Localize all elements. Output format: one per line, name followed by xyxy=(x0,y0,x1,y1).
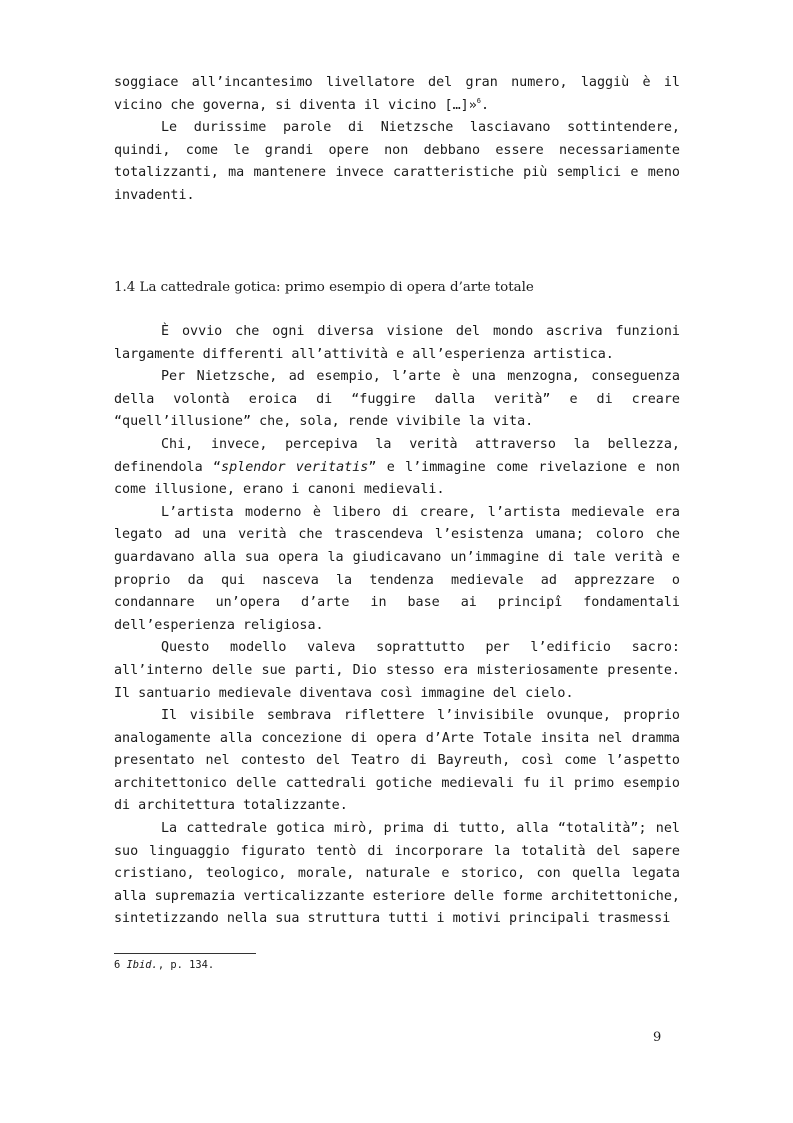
footnote-text: , p. 134. xyxy=(157,959,215,971)
section-heading: 1.4 La cattedrale gotica: primo esempio di opera d’arte totale xyxy=(114,280,534,295)
footnote-number: 6 xyxy=(114,959,121,971)
paragraph-text: ” e l’immagine come rivelazione e non come illusione, erano i canoni medievali. xyxy=(114,459,680,498)
paragraph: Per Nietzsche, ad esempio, l’arte è una menzogna, conseguenza della volontà eroica di “fuggire dalla verità” e di creare “quell’illusione” che, sola, rende vivibile la vita. xyxy=(114,369,680,430)
continuation-paragraph xyxy=(114,72,680,117)
footnote xyxy=(114,958,214,972)
body-text-top xyxy=(114,72,680,208)
continuation-text: soggiace all’incantesimo livellatore del gran numero, laggiù è il vicino che governa, si diventa il vicino […]» xyxy=(114,75,680,113)
body-text-section xyxy=(114,321,680,931)
paragraph-text: Chi, invece, percepiva la verità attraverso la bellezza, definendola “ xyxy=(114,436,680,475)
paragraph-nietzsche-closing: Le durissime parole di Nietzsche lasciavano sottintendere, quindi, come le grandi opere non debbano essere necessariamente totalizzanti, ma mantenere invece caratteristiche più semplici e meno invadenti. xyxy=(114,120,680,203)
paragraph: La cattedrale gotica mirò, prima di tutto, alla “totalità”; nel suo linguaggio figurato tentò di incorporare la totalità del sapere cristiano, teologico, morale, naturale e storico, con quella legata alla supremazia verticalizzante esteriore delle forme architettoniche, sintetizzando nella sua struttura tutti i motivi principali trasmessi xyxy=(114,821,680,927)
paragraph: L’artista moderno è libero di creare, l’artista medievale era legato ad una verità che trascendeva l’esistenza umana; coloro che guardavano alla sua opera la giudicavano un’immagine di tale verità e proprio da qui nasceva la tendenza medievale ad apprezzare o condannare un’opera d’arte in base ai principî fondamentali dell’esperienza religiosa. xyxy=(114,504,680,633)
paragraph: Il visibile sembrava riflettere l’invisibile ovunque, proprio analogamente alla concezione di opera d’Arte Totale insita nel dramma presentato nel contesto del Teatro di Bayreuth, così come l’aspetto architettonico delle cattedrali gotiche medievali fu il primo esempio di architettura totalizzante. xyxy=(114,708,680,814)
paragraph: È ovvio che ogni diversa visione del mondo ascriva funzioni largamente differenti all’attività e all’esperienza artistica. xyxy=(114,324,680,362)
paragraph: Questo modello valeva soprattutto per l’edificio sacro: all’interno delle sue parti, Dio stesso era misteriosamente presente. Il santuario medievale diventava così immagine del cielo. xyxy=(114,640,680,701)
page-number: 9 xyxy=(653,1030,662,1045)
paragraph xyxy=(114,434,680,502)
footnote-ibid: Ibid. xyxy=(126,959,158,971)
continuation-end: . xyxy=(481,97,490,113)
footnote-reference[interactable]: 6 xyxy=(476,96,482,105)
latin-phrase: splendor veritatis xyxy=(221,459,369,475)
footnote-divider xyxy=(114,953,256,954)
